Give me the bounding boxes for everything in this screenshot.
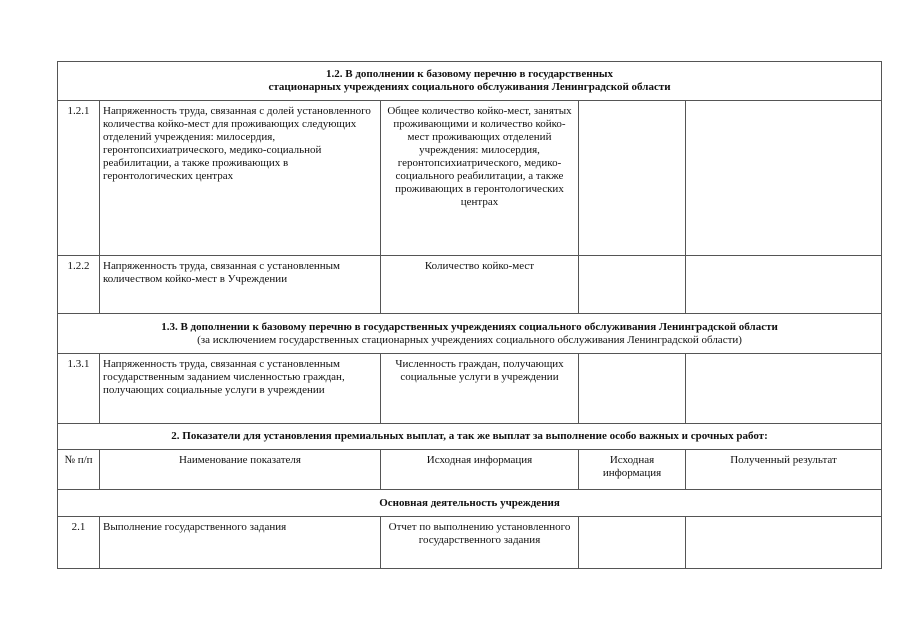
table-row [58, 101, 882, 256]
section-1-2-line2: стационарных учреждениях социального обслуживания Ленинградской области [268, 81, 671, 93]
row-number: 1.3.1 [58, 354, 100, 424]
section-2-row [58, 424, 882, 450]
section-1-3-row [58, 314, 882, 354]
indicator-name: Напряженность труда, связанная с долей установленного количества койко-мест для проживающих следующих отделений учреждения: милосердия, геронтопсихиатрического, медико-социальной реабилитации, а также проживающих в геронтологических центрах [100, 101, 381, 256]
empty-cell [579, 101, 686, 256]
header-row [58, 450, 882, 490]
section-1-3-title: 1.3. В дополнении к базовому перечню в государственных учреждениях социального обслуживания Ленинградской области [161, 320, 778, 333]
section-1-2-row [58, 62, 882, 101]
empty-cell [686, 354, 882, 424]
section-main-row [58, 490, 882, 517]
empty-cell [686, 256, 882, 314]
section-1-3-subtitle: (за исключением государственных стационарных учреждениях социального обслуживания Ленинградской области) [197, 333, 742, 346]
empty-cell [686, 101, 882, 256]
column-header-source-2: Исходная информация [579, 450, 686, 490]
table-row [58, 517, 882, 569]
empty-cell [579, 517, 686, 569]
table-row [58, 354, 882, 424]
section-1-2-line1: 1.2. В дополнении к базовому перечню в государственных [326, 68, 614, 80]
row-number: 1.2.2 [58, 256, 100, 314]
empty-cell [579, 256, 686, 314]
row-number: 2.1 [58, 517, 100, 569]
empty-cell [686, 517, 882, 569]
column-header-source: Исходная информация [381, 450, 579, 490]
table-row [58, 256, 882, 314]
section-2-heading: 2. Показатели для установления премиальных выплат, а так же выплат за выполнение особо важных и срочных работ: [58, 424, 882, 450]
column-header-number: № п/п [58, 450, 100, 490]
indicator-name: Напряженность труда, связанная с установленным государственным заданием численностью граждан, получающих социальные услуги в учреждении [100, 354, 381, 424]
indicator-name: Напряженность труда, связанная с установленным количеством койко-мест в Учреждении [100, 256, 381, 314]
indicators-table [57, 61, 882, 569]
indicator-name: Выполнение государственного задания [100, 517, 381, 569]
empty-cell [579, 354, 686, 424]
column-header-name: Наименование показателя [100, 450, 381, 490]
row-number: 1.2.1 [58, 101, 100, 256]
source-info: Численность граждан, получающих социальные услуги в учреждении [381, 354, 579, 424]
document-page [57, 61, 882, 569]
source-info: Отчет по выполнению установленного государственного задания [381, 517, 579, 569]
source-info: Количество койко-мест [381, 256, 579, 314]
column-header-result: Полученный результат [686, 450, 882, 490]
source-info: Общее количество койко-мест, занятых проживающими и количество койко-мест проживающих отделений учреждения: милосердия, геронтопсихиатрического, медико-социального реабилитации, а также проживающих в геронтологических центрах [381, 101, 579, 256]
section-1-3-heading [58, 314, 882, 354]
section-main-heading: Основная деятельность учреждения [58, 490, 882, 517]
section-1-2-heading [58, 62, 882, 101]
